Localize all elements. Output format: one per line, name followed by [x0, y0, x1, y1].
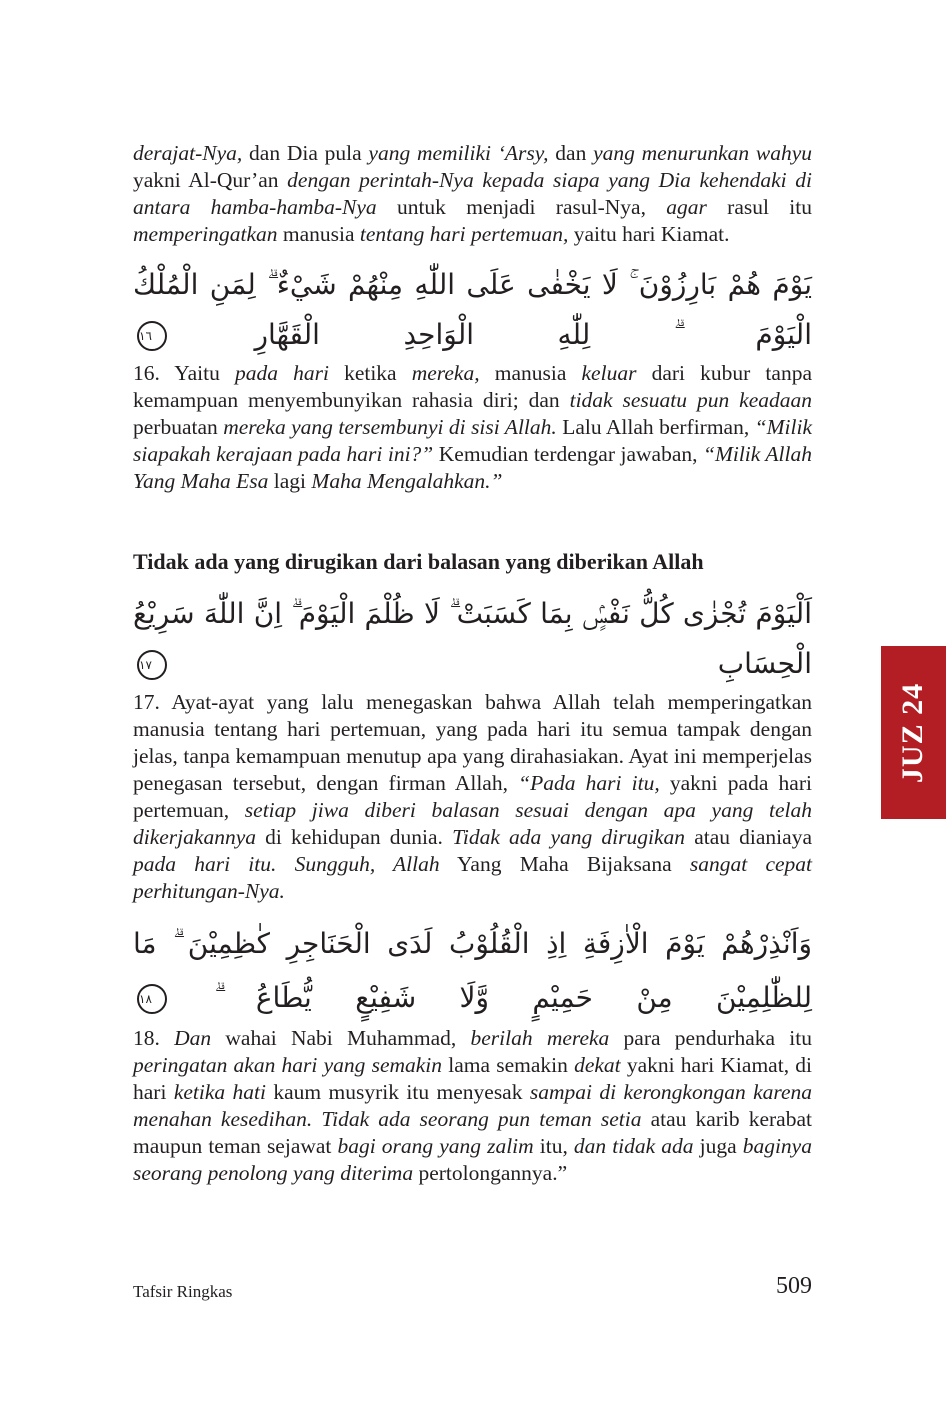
- text-run: untuk menjadi rasul-Nya,: [376, 195, 667, 219]
- text-run: sampai di kerongkongan karena menahan kesedihan. Tidak ada seorang pun teman setia: [133, 1080, 812, 1131]
- text-run: yakni pada hari pertemuan,: [133, 771, 812, 822]
- text-run: yang menurunkan wahyu: [593, 141, 813, 165]
- text-run: atau dianiaya: [685, 825, 812, 849]
- text-run: dengan perintah-Nya kepada siapa yang Dia kehendaki di antara hamba-hamba-Nya: [133, 168, 812, 219]
- text-run: pada hari itu. Sungguh, Allah: [133, 852, 440, 876]
- text-run: yakni hari Kiamat, di hari: [133, 1053, 812, 1104]
- text-run: dan: [548, 141, 594, 165]
- text-run: itu,: [533, 1134, 574, 1158]
- arabic-verse-18-text: وَاَنْذِرْهُمْ يَوْمَ الْاٰزِفَةِ اِذِ الْقُلُوْبُ لَدَى الْحَنَاجِرِ كٰظِمِيْنَ ۗ مَا لِلظّٰلِمِيْنَ مِنْ حَمِيْمٍ وَّلَا شَفِيْعٍ يُّطَاعُ ۗ: [133, 927, 812, 1014]
- text-run: agar: [666, 195, 707, 219]
- arabic-verse-17-text: اَلْيَوْمَ تُجْزٰى كُلُّ نَفْسٍۢ بِمَا كَسَبَتْ ۗ لَا ظُلْمَ الْيَوْمَ ۗ اِنَّ اللّٰهَ سَرِيْعُ الْحِسَابِ: [133, 597, 812, 680]
- footer-book-title: Tafsir Ringkas: [133, 1282, 233, 1301]
- text-run: 17. Ayat-ayat yang lalu menegaskan bahwa Allah telah memperingatkan manusia tentang hari pertemuan, yang pada hari itu semua tampak dengan jelas, tanpa kemampuan menutup apa yang dirahasiakan. Ayat ini memperjelas penegasan tersebut, dengan firman Allah,: [133, 690, 812, 795]
- text-run: wahai Nabi Muhammad,: [211, 1026, 471, 1050]
- text-run: manusia: [479, 361, 582, 385]
- text-run: dan tidak ada: [573, 1134, 694, 1158]
- text-run: mereka,: [411, 361, 480, 385]
- text-run: yang memiliki ‘Arsy,: [368, 141, 549, 165]
- paragraph-16: [133, 360, 812, 495]
- text-run: ketika: [328, 361, 412, 385]
- text-run: bagi orang yang zalim: [337, 1134, 534, 1158]
- text-run: yakni Al-Qur’an: [133, 168, 288, 192]
- ayah-number-17: ١٧: [137, 650, 167, 680]
- text-run: baginya seorang penolong yang diterima: [133, 1134, 812, 1185]
- text-run: mereka yang tersembunyi di sisi Allah.: [223, 415, 557, 439]
- text-run: keluar: [581, 361, 637, 385]
- text-run: setiap jiwa diberi balasan sesuai dengan apa yang telah dikerjakannya: [133, 798, 812, 849]
- text-run: “Milik siapakah kerajaan pada hari ini?”: [133, 415, 812, 466]
- arabic-verse-17: [133, 589, 812, 689]
- page-content: [133, 140, 812, 1187]
- paragraph-17: [133, 689, 812, 905]
- text-run: di kehidupan dunia.: [256, 825, 453, 849]
- text-run: 18.: [133, 1026, 175, 1050]
- text-run: dari kubur tanpa kemampuan menyembunyikan rahasia diri; dan: [133, 361, 812, 412]
- paragraph-18: [133, 1025, 812, 1187]
- text-run: tidak sesuatu pun keadaan: [569, 388, 812, 412]
- text-run: berilah mereka: [470, 1026, 610, 1050]
- text-run: Maha Mengalahkan.”: [311, 469, 503, 493]
- juz-tab-label: JUZ 24: [896, 682, 930, 783]
- text-run: 16. Yaitu: [133, 361, 235, 385]
- text-run: manusia: [277, 222, 360, 246]
- text-run: ketika hati: [173, 1080, 266, 1104]
- paragraph-15-continued: [133, 140, 812, 248]
- ayah-number-18: ١٨: [137, 984, 167, 1014]
- text-run: Yang Maha Bijaksana: [439, 852, 690, 876]
- text-run: kaum musyrik itu menyesak: [266, 1080, 530, 1104]
- text-run: yaitu hari Kiamat.: [568, 222, 730, 246]
- text-run: derajat-Nya,: [133, 141, 243, 165]
- text-run: dekat: [574, 1053, 621, 1077]
- page-number: 509: [776, 1273, 812, 1299]
- text-run: pertolongannya.”: [413, 1161, 568, 1185]
- text-run: lagi: [268, 469, 312, 493]
- text-run: juga: [693, 1134, 743, 1158]
- text-run: atau karib kerabat maupun teman sejawat: [133, 1107, 812, 1158]
- text-run: para pendurhaka itu: [609, 1026, 812, 1050]
- text-run: peringatan akan hari yang semakin: [133, 1053, 443, 1077]
- ayah-number-16: ١٦: [137, 321, 167, 351]
- arabic-verse-16-text: يَوْمَ هُمْ بَارِزُوْنَ ۚ لَا يَخْفٰى عَلَى اللّٰهِ مِنْهُمْ شَيْءٌ ۗ لِمَنِ الْمُلْكُ الْيَوْمَ ۗ لِلّٰهِ الْوَاحِدِ الْقَهَّارِ: [133, 268, 812, 351]
- arabic-verse-18: [133, 917, 812, 1025]
- text-run: “Milik Allah Yang Maha Esa: [133, 442, 812, 493]
- text-run: Lalu Allah berfirman,: [556, 415, 755, 439]
- text-run: Kemudian terdengar jawaban,: [433, 442, 703, 466]
- text-run: Tidak ada yang dirugikan: [452, 825, 686, 849]
- text-run: dan Dia pula: [242, 141, 369, 165]
- text-run: pada hari: [234, 361, 329, 385]
- text-run: perbuatan: [133, 415, 224, 439]
- text-run: lama semakin: [442, 1053, 575, 1077]
- text-run: “Pada hari itu,: [518, 771, 660, 795]
- juz-tab: [881, 646, 946, 819]
- text-run: memperingatkan: [133, 222, 278, 246]
- text-run: rasul itu: [706, 195, 812, 219]
- arabic-verse-16: [133, 260, 812, 360]
- text-run: tentang hari pertemuan,: [359, 222, 569, 246]
- text-run: Dan: [174, 1026, 212, 1050]
- text-run: sangat cepat perhitungan-Nya.: [133, 852, 812, 903]
- section-heading: Tidak ada yang dirugikan dari balasan yang diberikan Allah: [133, 549, 704, 574]
